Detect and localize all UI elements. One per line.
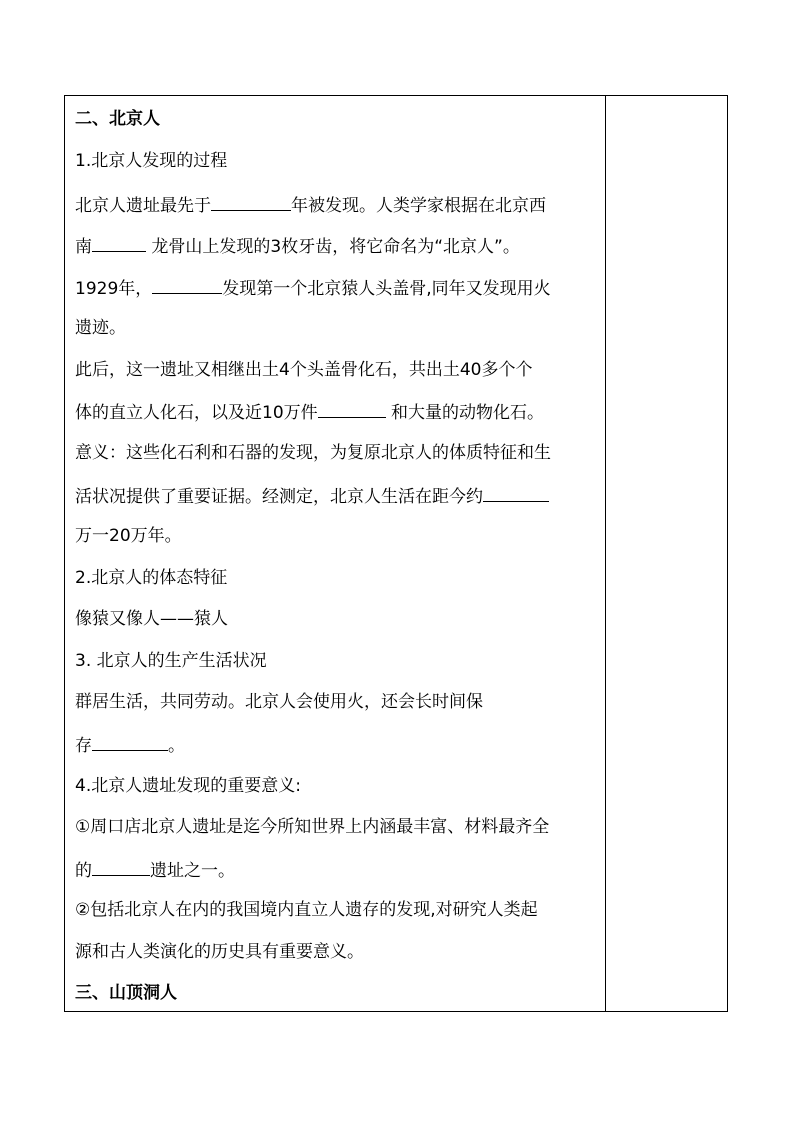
subsection-title-discovery: 1.北京人发现的过程 — [75, 151, 228, 171]
fill-in-blank[interactable] — [152, 276, 222, 294]
text-segment: 1929年， — [75, 279, 153, 299]
text-segment: 的 — [75, 861, 92, 881]
paragraph-line — [75, 400, 544, 422]
paragraph-line — [75, 733, 185, 755]
fill-in-blank[interactable] — [92, 858, 150, 876]
paragraph-line: 源和古人类演化的历史具有重要意义。 — [75, 942, 364, 962]
paragraph-line: 群居生活，共同劳动。北京人会使用火，还会长时间保 — [75, 692, 483, 712]
subsection-title-significance: 4.北京人遗址发现的重要意义: — [75, 776, 301, 796]
section-heading-upper-cave-man: 三、山顶洞人 — [75, 983, 177, 1003]
text-segment: 发现第一个北京猿人头盖骨,同年又发现用火 — [222, 279, 551, 299]
paragraph-line — [75, 858, 235, 880]
paragraph-line: ①周口店北京人遗址是迄今所知世界上内涵最丰富、材料最齐全 — [75, 817, 550, 837]
text-segment: 年被发现。人类学家根据在北京西 — [291, 196, 546, 216]
text-segment: 存 — [75, 736, 92, 756]
paragraph-line: 像猿又像人——猿人 — [75, 609, 228, 629]
fill-in-blank[interactable] — [483, 484, 549, 502]
text-segment: 南 — [75, 237, 92, 257]
paragraph-line: ②包括北京人在内的我国境内直立人遗存的发现,对研究人类起 — [75, 900, 538, 920]
paragraph-line: 遗迹。 — [75, 318, 126, 338]
paragraph-line — [75, 193, 546, 215]
paragraph-line — [75, 484, 549, 506]
text-segment: 龙骨山上发现的3枚牙齿，将它命名为“北京人”。 — [146, 237, 520, 257]
subsection-title-life: 3. 北京人的生产生活状况 — [75, 651, 267, 671]
paragraph-line: 此后，这一遗址又相继出土4个头盖骨化石，共出土40多个个 — [75, 360, 533, 380]
text-segment: 活状况提供了重要证据。经测定，北京人生活在距今约 — [75, 487, 483, 507]
paragraph-line: 万一20万年。 — [75, 526, 182, 546]
section-heading-peking-man: 二、北京人 — [75, 109, 160, 129]
fill-in-blank[interactable] — [318, 400, 386, 418]
fill-in-blank[interactable] — [211, 193, 291, 211]
paragraph-line: 意义：这些化石利和石器的发现，为复原北京人的体质特征和生 — [75, 443, 551, 463]
fill-in-blank[interactable] — [92, 733, 168, 751]
notes-column — [606, 96, 727, 1011]
text-segment: 体的直立人化石，以及近10万件 — [75, 403, 318, 423]
document-table — [64, 95, 728, 1012]
text-segment: 。 — [168, 736, 185, 756]
paragraph-line — [75, 234, 520, 256]
paragraph-line — [75, 276, 551, 298]
text-segment: 北京人遗址最先于 — [75, 196, 211, 216]
fill-in-blank[interactable] — [92, 234, 146, 252]
subsection-title-features: 2.北京人的体态特征 — [75, 568, 228, 588]
text-segment: 和大量的动物化石。 — [385, 403, 545, 423]
text-segment: 遗址之一。 — [150, 861, 235, 881]
